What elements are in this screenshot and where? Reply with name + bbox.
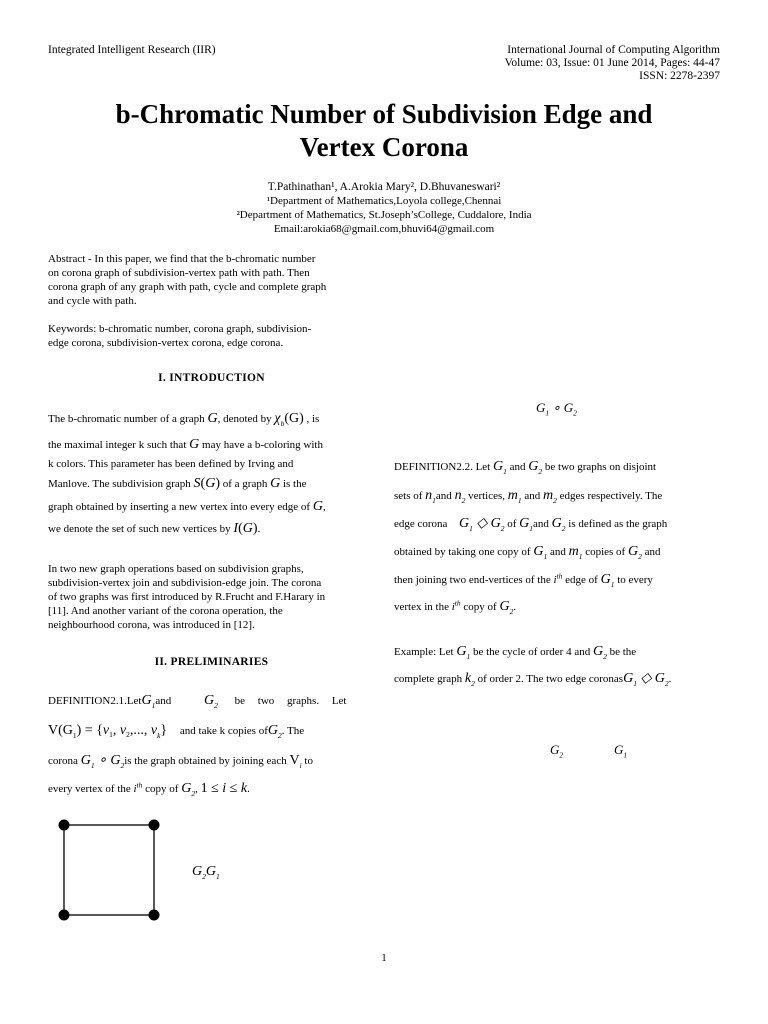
paper-title xyxy=(0,98,768,164)
journal-publisher: Integrated Intelligent Research (IIR) xyxy=(48,44,216,56)
figure-label-g2: $G_2$ xyxy=(550,742,564,760)
journal-info xyxy=(505,44,720,83)
title-line-2: Vertex Corona xyxy=(299,132,469,162)
def21-line-3: corona $G_1$ ∘ $G_2is$ the graph obtained by joining each $V_i$ to xyxy=(48,753,313,770)
author-email: Email:arokia68@gmail.com,bhuvi64@gmail.com xyxy=(273,223,495,235)
graph-vertex xyxy=(149,910,160,921)
def22-line-3: edge corona $G_1$ ◇ $G_2$ of $G_1and$ $G_2$ is defined as the graph xyxy=(394,516,668,533)
abstract: Abstract - In this paper, we find that the b-chromatic number on corona graph of subdivision-vertex path with path. Then corona graph of any graph with path, cycle and complete graph and cycle with path. xyxy=(48,253,327,307)
def22-line-5: then joining two end-vertices of the $i^{th}$ edge of $G_1$ to every xyxy=(394,571,653,589)
keywords: Keywords: b-chromatic number, corona graph, subdivision- edge corona, subdivision-vertex corona, edge corona. xyxy=(48,323,312,349)
example-line-1: Example: Let $G_1$ be the cycle of order 4 and $G_2$ be the xyxy=(394,644,637,661)
journal-issn: ISSN: 2278-2397 xyxy=(639,70,720,82)
def22-line-2: sets of $n_1and$ $n_2$ vertices, $m_1$ and $m_2$ edges respectively. The xyxy=(394,488,663,505)
def21-line-4: every vertex of the $i^{th}$ copy of $G_2$, 1 ≤ i ≤ k. xyxy=(48,780,250,798)
def21-line-1: DEFINITION2.1.LetG$_1$and $G_2$ be two graphs. Let xyxy=(48,693,347,710)
example-line-2: complete graph $k_2$ of order 2. The two edge coronasG$_1$ ◇ $G_2$. xyxy=(394,671,672,688)
cycle-edges xyxy=(64,825,154,915)
def22-line-1: DEFINITION2.2. Let $G_1$ and $G_2$ be two graphs on disjoint xyxy=(394,459,657,476)
author-names: T.Pathinathan¹, A.Arokia Mary², D.Bhuvaneswari² xyxy=(267,181,501,193)
intro-paragraph-2: In two new graph operations based on subdivision graphs, subdivision-vertex join and subdivision-edge join. The corona of two graphs was first introduced by R.Frucht and F.Harary in [11]. And another variant of the corona operation, the neighbourhood corona, was introduced in [12]. xyxy=(48,563,326,631)
def22-line-4: obtained by taking one copy of $G_1$ and $m_1$ copies of $G_2$ and xyxy=(394,544,661,561)
section-heading-introduction: I. INTRODUCTION xyxy=(158,372,265,384)
affiliation-1: ¹Department of Mathematics,Loyola college,Chennai xyxy=(266,195,502,207)
section-heading-preliminaries: II. PRELIMINARIES xyxy=(154,656,269,668)
intro-line-6: we denote the set of such new vertices by I(G). xyxy=(48,521,261,536)
intro-line-5: graph obtained by inserting a new vertex into every edge of G, xyxy=(48,499,326,514)
journal-volume: Volume: 03, Issue: 01 June 2014, Pages: 44-47 xyxy=(504,57,720,69)
figure-label-g2g1: $G_2G_1$ xyxy=(192,864,220,881)
graph-vertex xyxy=(59,820,70,831)
journal-name: International Journal of Computing Algorithm xyxy=(507,44,720,56)
graph-vertex xyxy=(149,820,160,831)
affiliation-2: ²Department of Mathematics, St.Joseph’sCollege, Cuddalore, India xyxy=(236,209,532,221)
intro-line-2: the maximal integer k such that G may have a b-coloring with xyxy=(48,437,323,452)
graph-vertex xyxy=(59,910,70,921)
cycle-graph-figure xyxy=(50,812,170,927)
def22-line-6: vertex in the $i^{th}$ copy of $G_2$. xyxy=(394,598,517,616)
corona-symbol-label: $G_1$ ∘ $G_2$ xyxy=(536,400,577,418)
title-line-1: b-Chromatic Number of Subdivision Edge and xyxy=(115,99,653,129)
def21-line-2: $V(G_1) = \{v_1$, $v_2$,..., $v_k$} and take k copies ofG$_2$. The xyxy=(48,723,305,740)
figure-label-g1: $G_1$ xyxy=(614,742,628,760)
intro-line-1: The b-chromatic number of a graph G, denoted by $\chi_b(G)$ , is xyxy=(48,411,320,428)
intro-line-3: k colors. This parameter has been defined by Irving and xyxy=(48,458,294,470)
page-number: 1 xyxy=(381,952,387,964)
intro-line-4: Manlove. The subdivision graph S(G) of a graph G is the xyxy=(48,476,307,491)
